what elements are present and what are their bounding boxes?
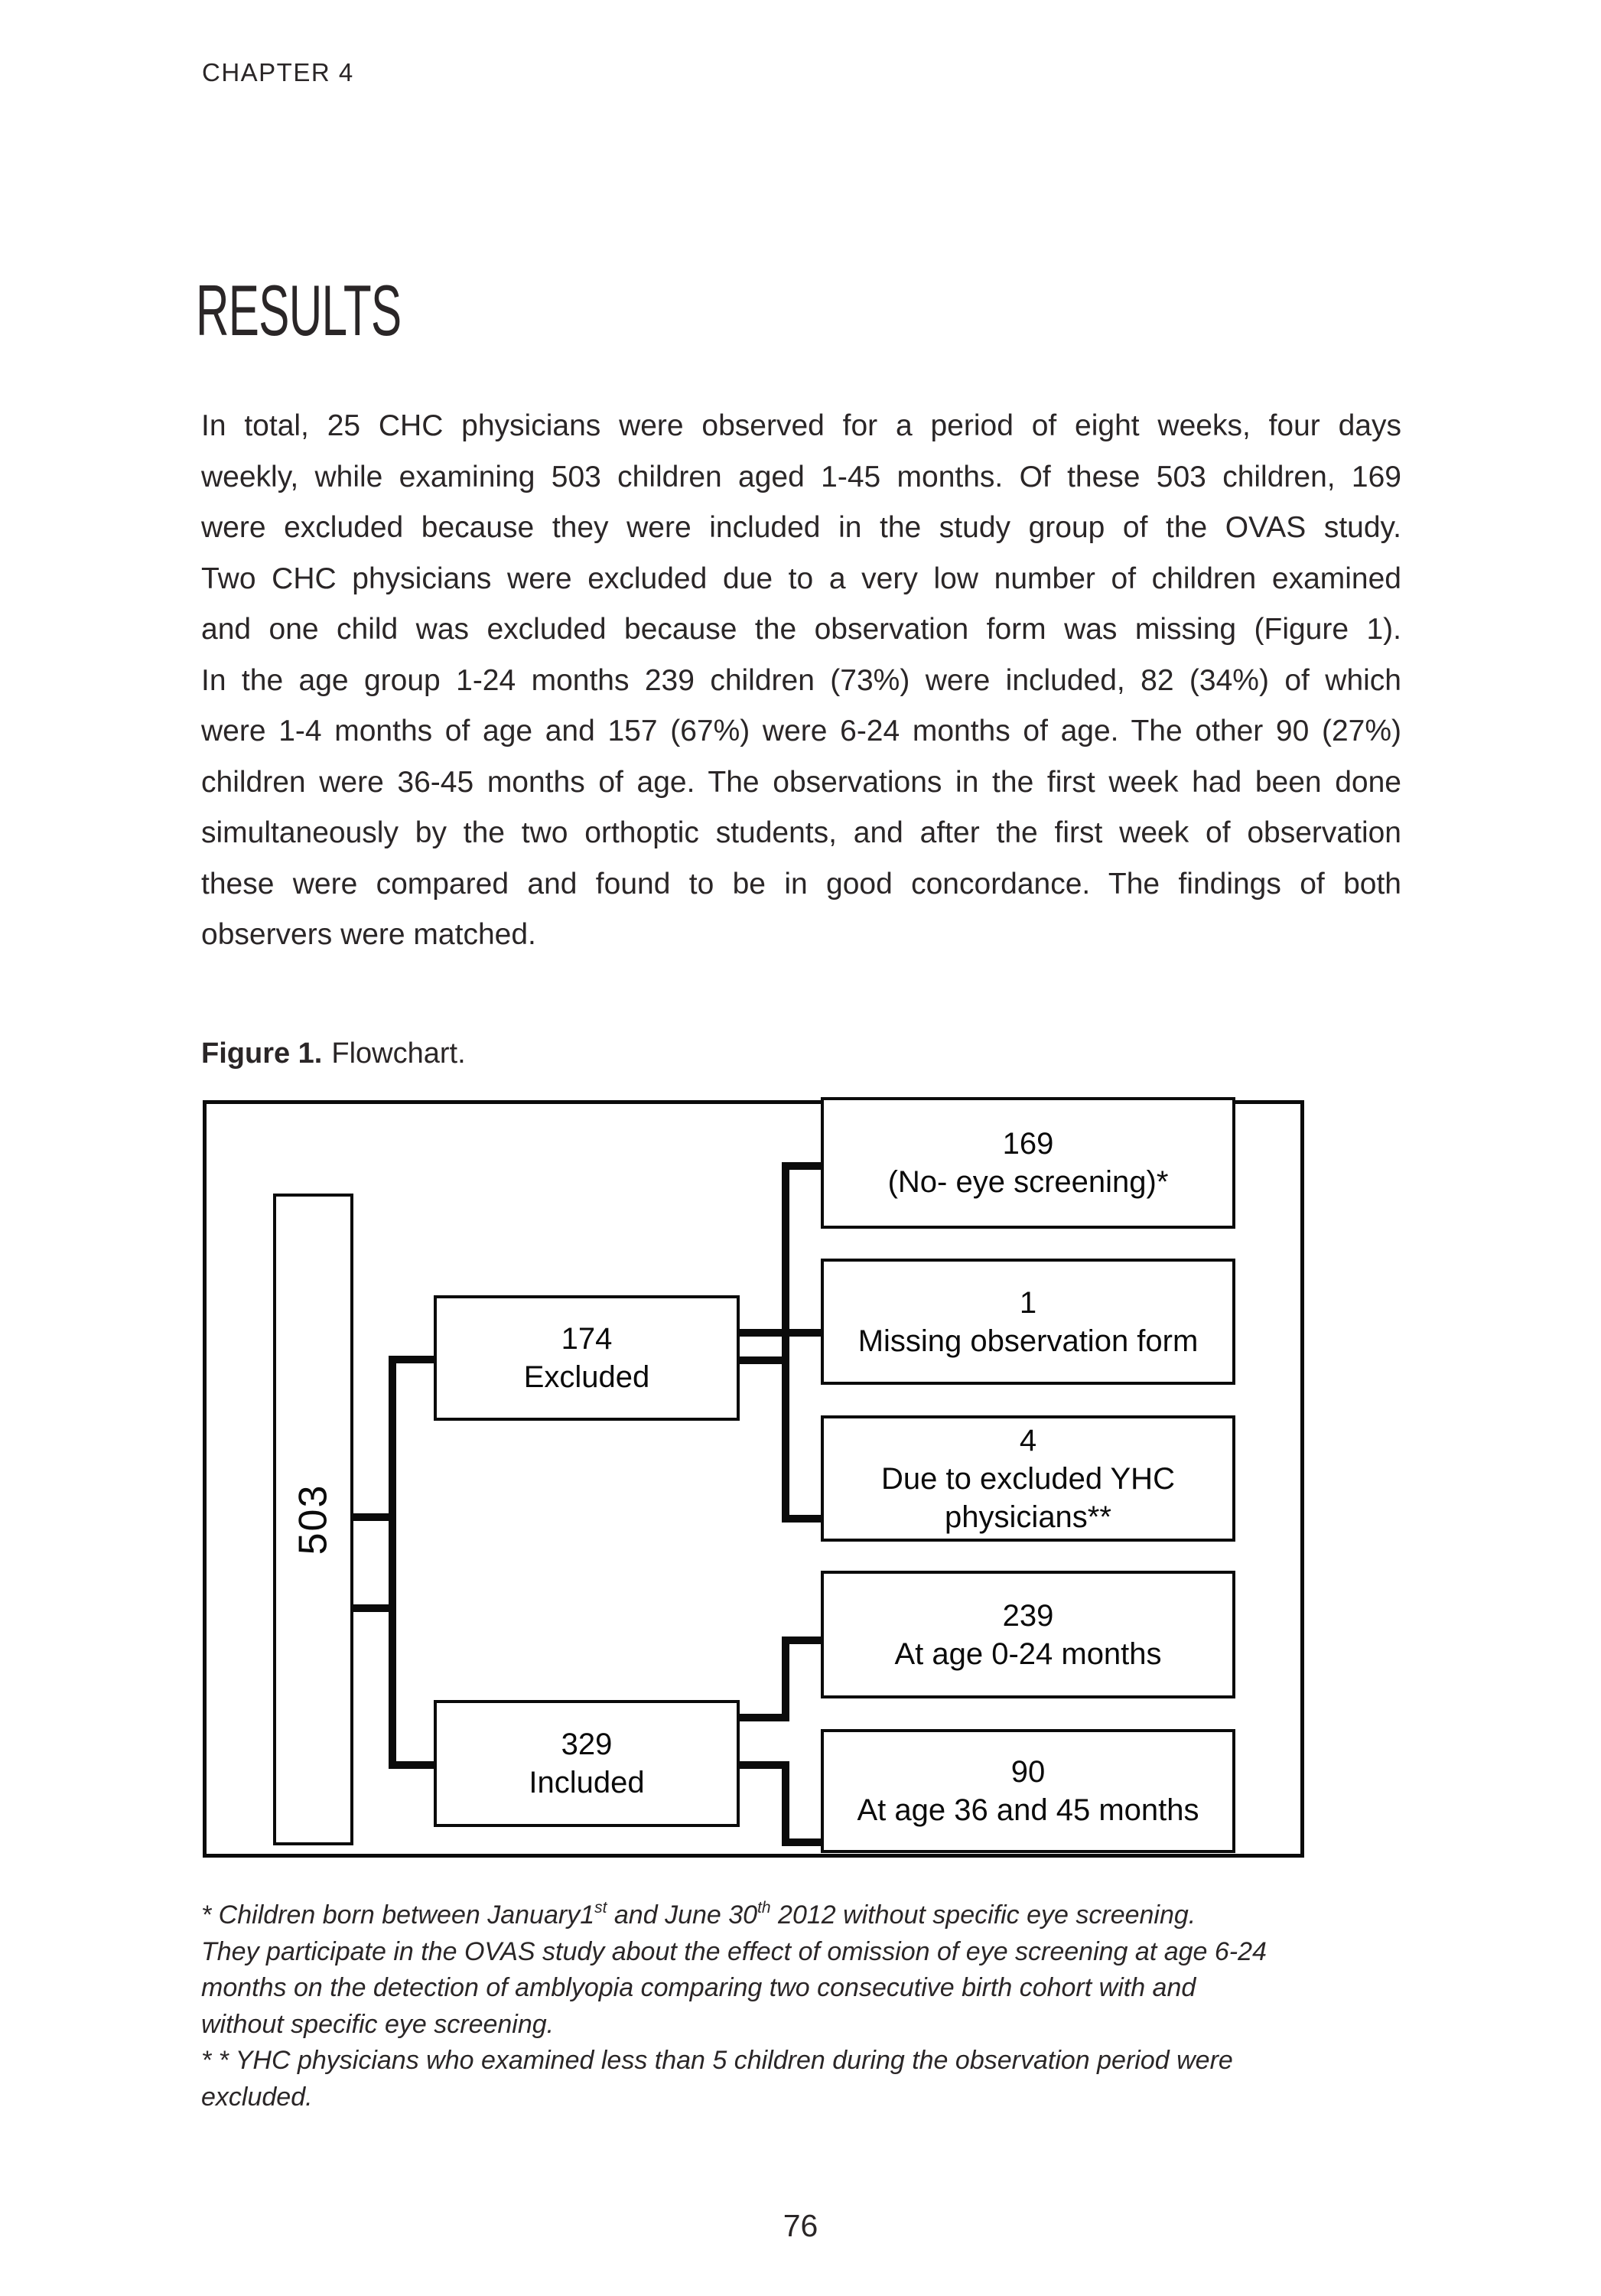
- node-age-0-24: [821, 1571, 1235, 1698]
- footnote-text: and June 30: [607, 1900, 758, 1930]
- node-included: [434, 1700, 740, 1827]
- connector-line: [782, 1637, 789, 1721]
- paragraph-line: In total, 25 CHC physicians were observed for a period of eight weeks, four days: [201, 409, 1401, 442]
- footnote-superscript: th: [757, 1899, 771, 1917]
- node-no-eye-screening: [821, 1097, 1235, 1229]
- connector-line: [782, 1838, 823, 1846]
- node-included-value: 329: [561, 1728, 613, 1761]
- footnote-text: 2012 without specific eye screening.: [770, 1900, 1196, 1930]
- paragraph-line: these were compared and found to be in good concordance. The findings of both: [201, 867, 1401, 900]
- connector-line: [389, 1356, 436, 1363]
- paragraph-line: and one child was excluded because the observation form was missing (Figure 1).: [201, 613, 1401, 646]
- node-age-0-24-label: At age 0-24 months: [894, 1637, 1162, 1671]
- paragraph-line: observers were matched.: [201, 918, 536, 951]
- chapter-label: CHAPTER 4: [202, 58, 354, 86]
- node-excluded-physicians-label: Due to excluded YHC physicians**: [881, 1461, 1175, 1534]
- paragraph-line: were excluded because they were included in the study group of the OVAS study.: [201, 511, 1401, 544]
- footnote-line: They participate in the OVAS study about the effect of omission of eye screening at age 6-24: [201, 1936, 1267, 1966]
- footnote-line: without specific eye screening.: [201, 2009, 555, 2039]
- connector-line: [389, 1356, 396, 1769]
- node-missing-form-value: 1: [1019, 1285, 1037, 1320]
- node-age-0-24-value: 239: [1002, 1598, 1054, 1633]
- connector-line: [740, 1761, 787, 1769]
- connector-line: [389, 1761, 436, 1769]
- footnote-line: excluded.: [201, 2082, 313, 2112]
- footnote-superscript: st: [594, 1899, 607, 1917]
- connector-line: [782, 1637, 823, 1644]
- connector-line: [782, 1515, 823, 1523]
- node-total-value: 503: [291, 1483, 336, 1555]
- paragraph-line: children were 36-45 months of age. The observations in the first week had been done: [201, 765, 1401, 799]
- node-missing-form-label: Missing observation form: [857, 1324, 1199, 1358]
- footnote-line: * * YHC physicians who examined less than 5 children during the observation period were: [201, 2046, 1233, 2075]
- node-excluded-label: Excluded: [523, 1360, 650, 1394]
- page-number: 76: [783, 2208, 818, 2243]
- paragraph-line: weekly, while examining 503 children aged 1-45 months. Of these 503 children, 169: [201, 460, 1401, 493]
- node-missing-form: [821, 1259, 1235, 1385]
- node-excluded-physicians: [821, 1415, 1235, 1542]
- node-age-36-45-label: At age 36 and 45 months: [857, 1793, 1199, 1827]
- node-total: [273, 1194, 353, 1845]
- paragraph-line: simultaneously by the two orthoptic students, and after the first week of observation: [201, 816, 1401, 849]
- node-no-eye-screening-label: (No- eye screening)*: [887, 1165, 1169, 1199]
- node-excluded-physicians-value: 4: [1019, 1423, 1037, 1457]
- paragraph-line: were 1-4 months of age and 157 (67%) were 6-24 months of age. The other 90 (27%): [201, 715, 1401, 747]
- results-paragraph: [201, 401, 1401, 961]
- page-title: RESULTS: [196, 270, 402, 350]
- connector-line: [782, 1162, 823, 1170]
- flowchart: [203, 1100, 1304, 1858]
- paragraph-line: Two CHC physicians were excluded due to a very low number of children examined: [201, 562, 1401, 595]
- figure-footnotes: [201, 1890, 1417, 2115]
- figure-caption: [201, 1037, 466, 1070]
- node-age-36-45-value: 90: [1010, 1755, 1046, 1789]
- footnote-line: [201, 1890, 1417, 1934]
- figure-caption-label: Figure 1.: [201, 1037, 323, 1070]
- connector-line: [740, 1714, 787, 1721]
- footnote-line: months on the detection of amblyopia comparing two consecutive birth cohort with and: [201, 1973, 1196, 2002]
- connector-line: [782, 1162, 789, 1364]
- node-included-label: Included: [529, 1766, 645, 1799]
- node-no-eye-screening-value: 169: [1002, 1127, 1054, 1161]
- connector-line: [782, 1356, 789, 1523]
- figure-caption-text: Flowchart.: [331, 1037, 466, 1070]
- node-age-36-45: [821, 1729, 1235, 1853]
- connector-line: [782, 1761, 789, 1846]
- node-excluded-value: 174: [561, 1322, 613, 1356]
- paragraph-line: In the age group 1-24 months 239 children (73%) were included, 82 (34%) of which: [201, 663, 1401, 697]
- footnote-text: * Children born between January1: [201, 1900, 595, 1930]
- connector-line: [740, 1356, 787, 1364]
- node-excluded: [434, 1295, 740, 1421]
